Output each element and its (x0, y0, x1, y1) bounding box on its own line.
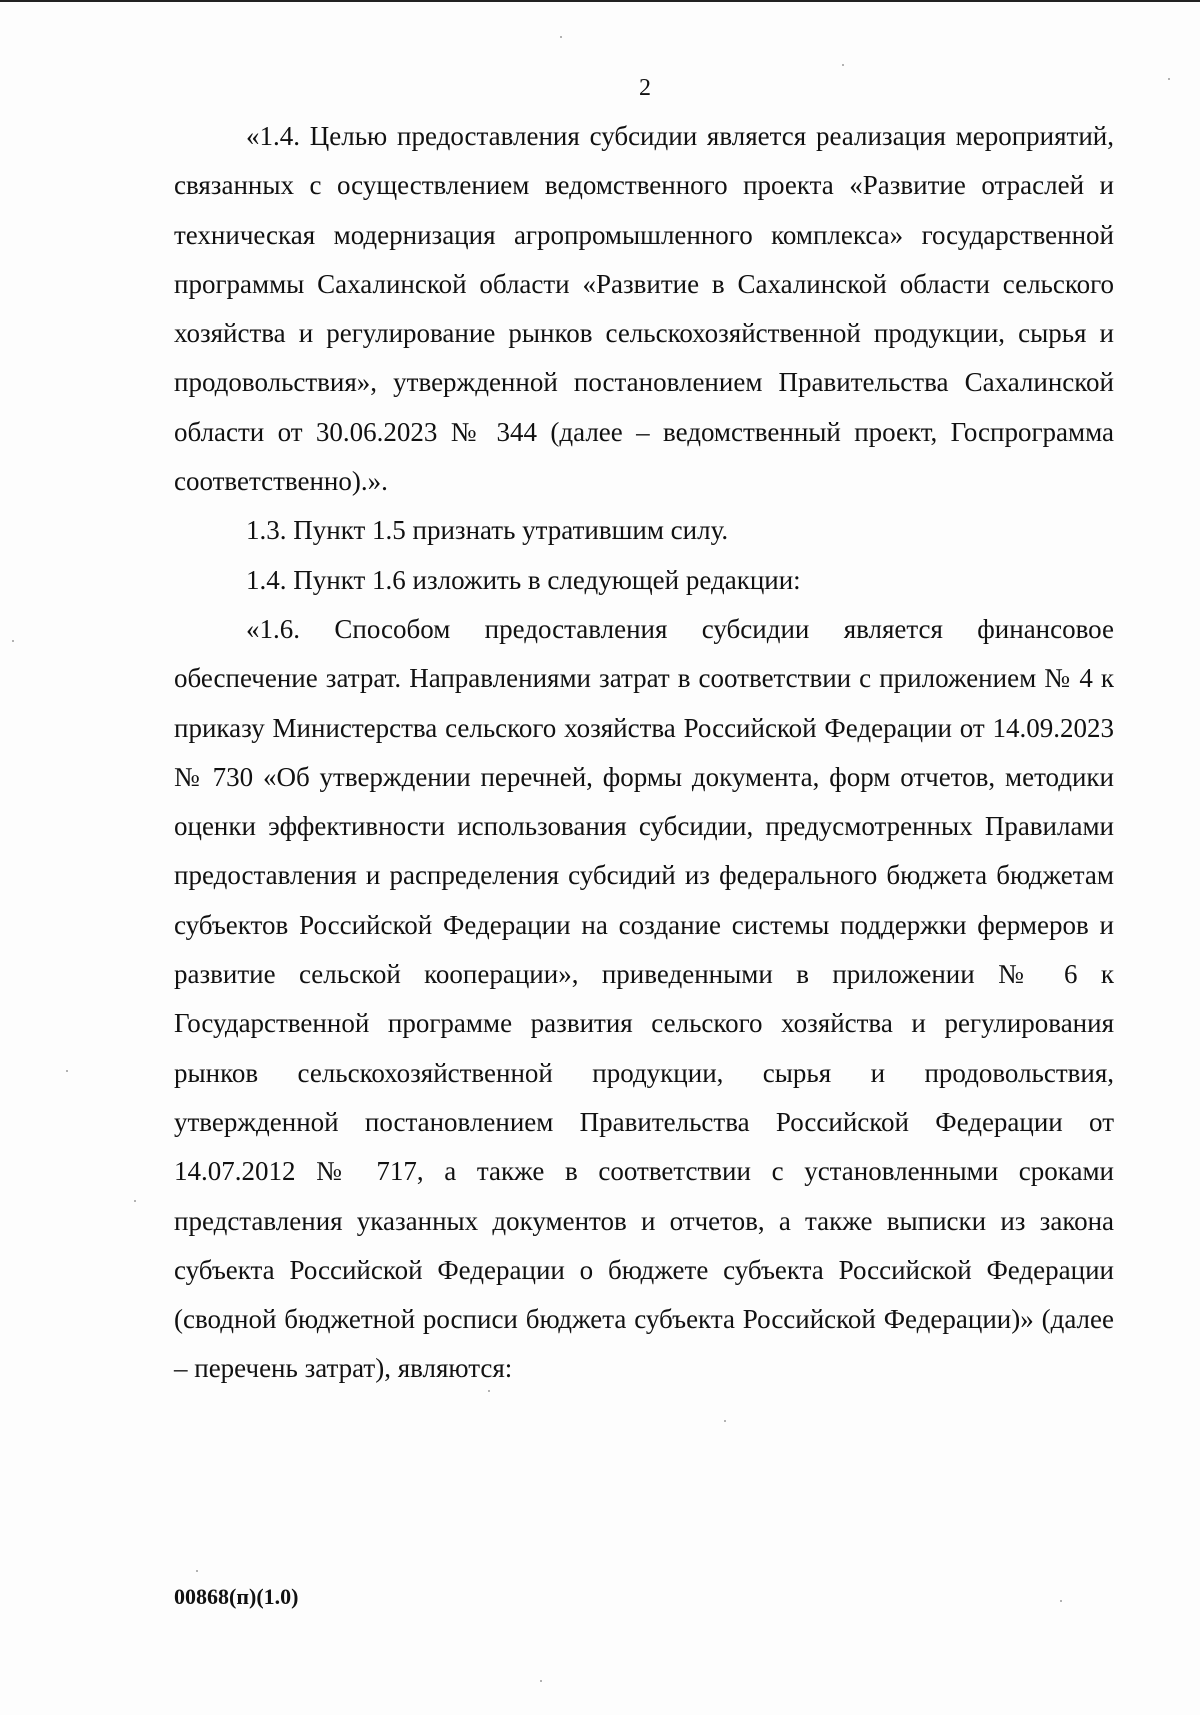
scan-speck (488, 1390, 490, 1392)
scan-speck (842, 64, 844, 66)
scan-speck (560, 36, 562, 38)
scan-speck (134, 1200, 136, 1202)
paragraph-1-4-goal: «1.4. Целью предоставления субсидии является реализация мероприятий, связанных с осуществлением ведомственного проекта «Развитие отраслей и техническая модернизация агропромышленного комплекса» государственной программы Сахалинской области «Развитие в Сахалинской области сельского хозяйства и регулирование рынков сельскохозяйственной продукции, сырья и продовольствия», утвержденной постановлением Правительства Сахалинской области от 30.06.2023 № 344 (далее – ведомственный проект, Госпрограмма соответственно).». (174, 121, 1114, 497)
paragraph-1-4-edit: 1.4. Пункт 1.6 изложить в следующей редакции: (246, 564, 801, 595)
scan-speck (724, 1420, 726, 1422)
scan-speck (66, 1070, 68, 1072)
paragraph-1-3: 1.3. Пункт 1.5 признать утратившим силу. (246, 515, 729, 546)
scan-speck (12, 640, 14, 642)
scan-speck (1168, 78, 1170, 80)
scan-speck (1060, 1600, 1062, 1602)
top-edge-rule (0, 0, 1200, 2)
document-code: 00868(п)(1.0) (174, 1584, 299, 1609)
paragraph-1-6: «1.6. Способом предоставления субсидии является финансовое обеспечение затрат. Направлениями затрат в соответствии с приложением № 4 к приказу Министерства сельского хозяйства Российской Федерации от 14.09.2023 № 730 «Об утверждении перечней, формы документа, форм отчетов, методики оценки эффективности использования субсидии, предусмотренных Правилами предоставления и распределения субсидий из федерального бюджета бюджетам субъектов Российской Федерации на создание системы поддержки фермеров и развитие сельской кооперации», приведенными в приложении № 6 к Государственной программе развития сельского хозяйства и регулирования рынков сельскохозяйственной продукции, сырья и продовольствия, утвержденной постановлением Правительства Российской Федерации от 14.07.2012 № 717, а также в соответствии с установленными сроками представления указанных документов и отчетов, а также выписки из закона субъекта Российской Федерации о бюджете субъекта Российской Федерации (сводной бюджетной росписи бюджета субъекта Российской Федерации)» (далее – перечень затрат), являются: (174, 613, 1114, 1384)
document-body (174, 112, 1114, 1394)
scan-speck (540, 1680, 542, 1682)
scan-speck (196, 1570, 198, 1572)
page-number: 2 (639, 75, 651, 101)
